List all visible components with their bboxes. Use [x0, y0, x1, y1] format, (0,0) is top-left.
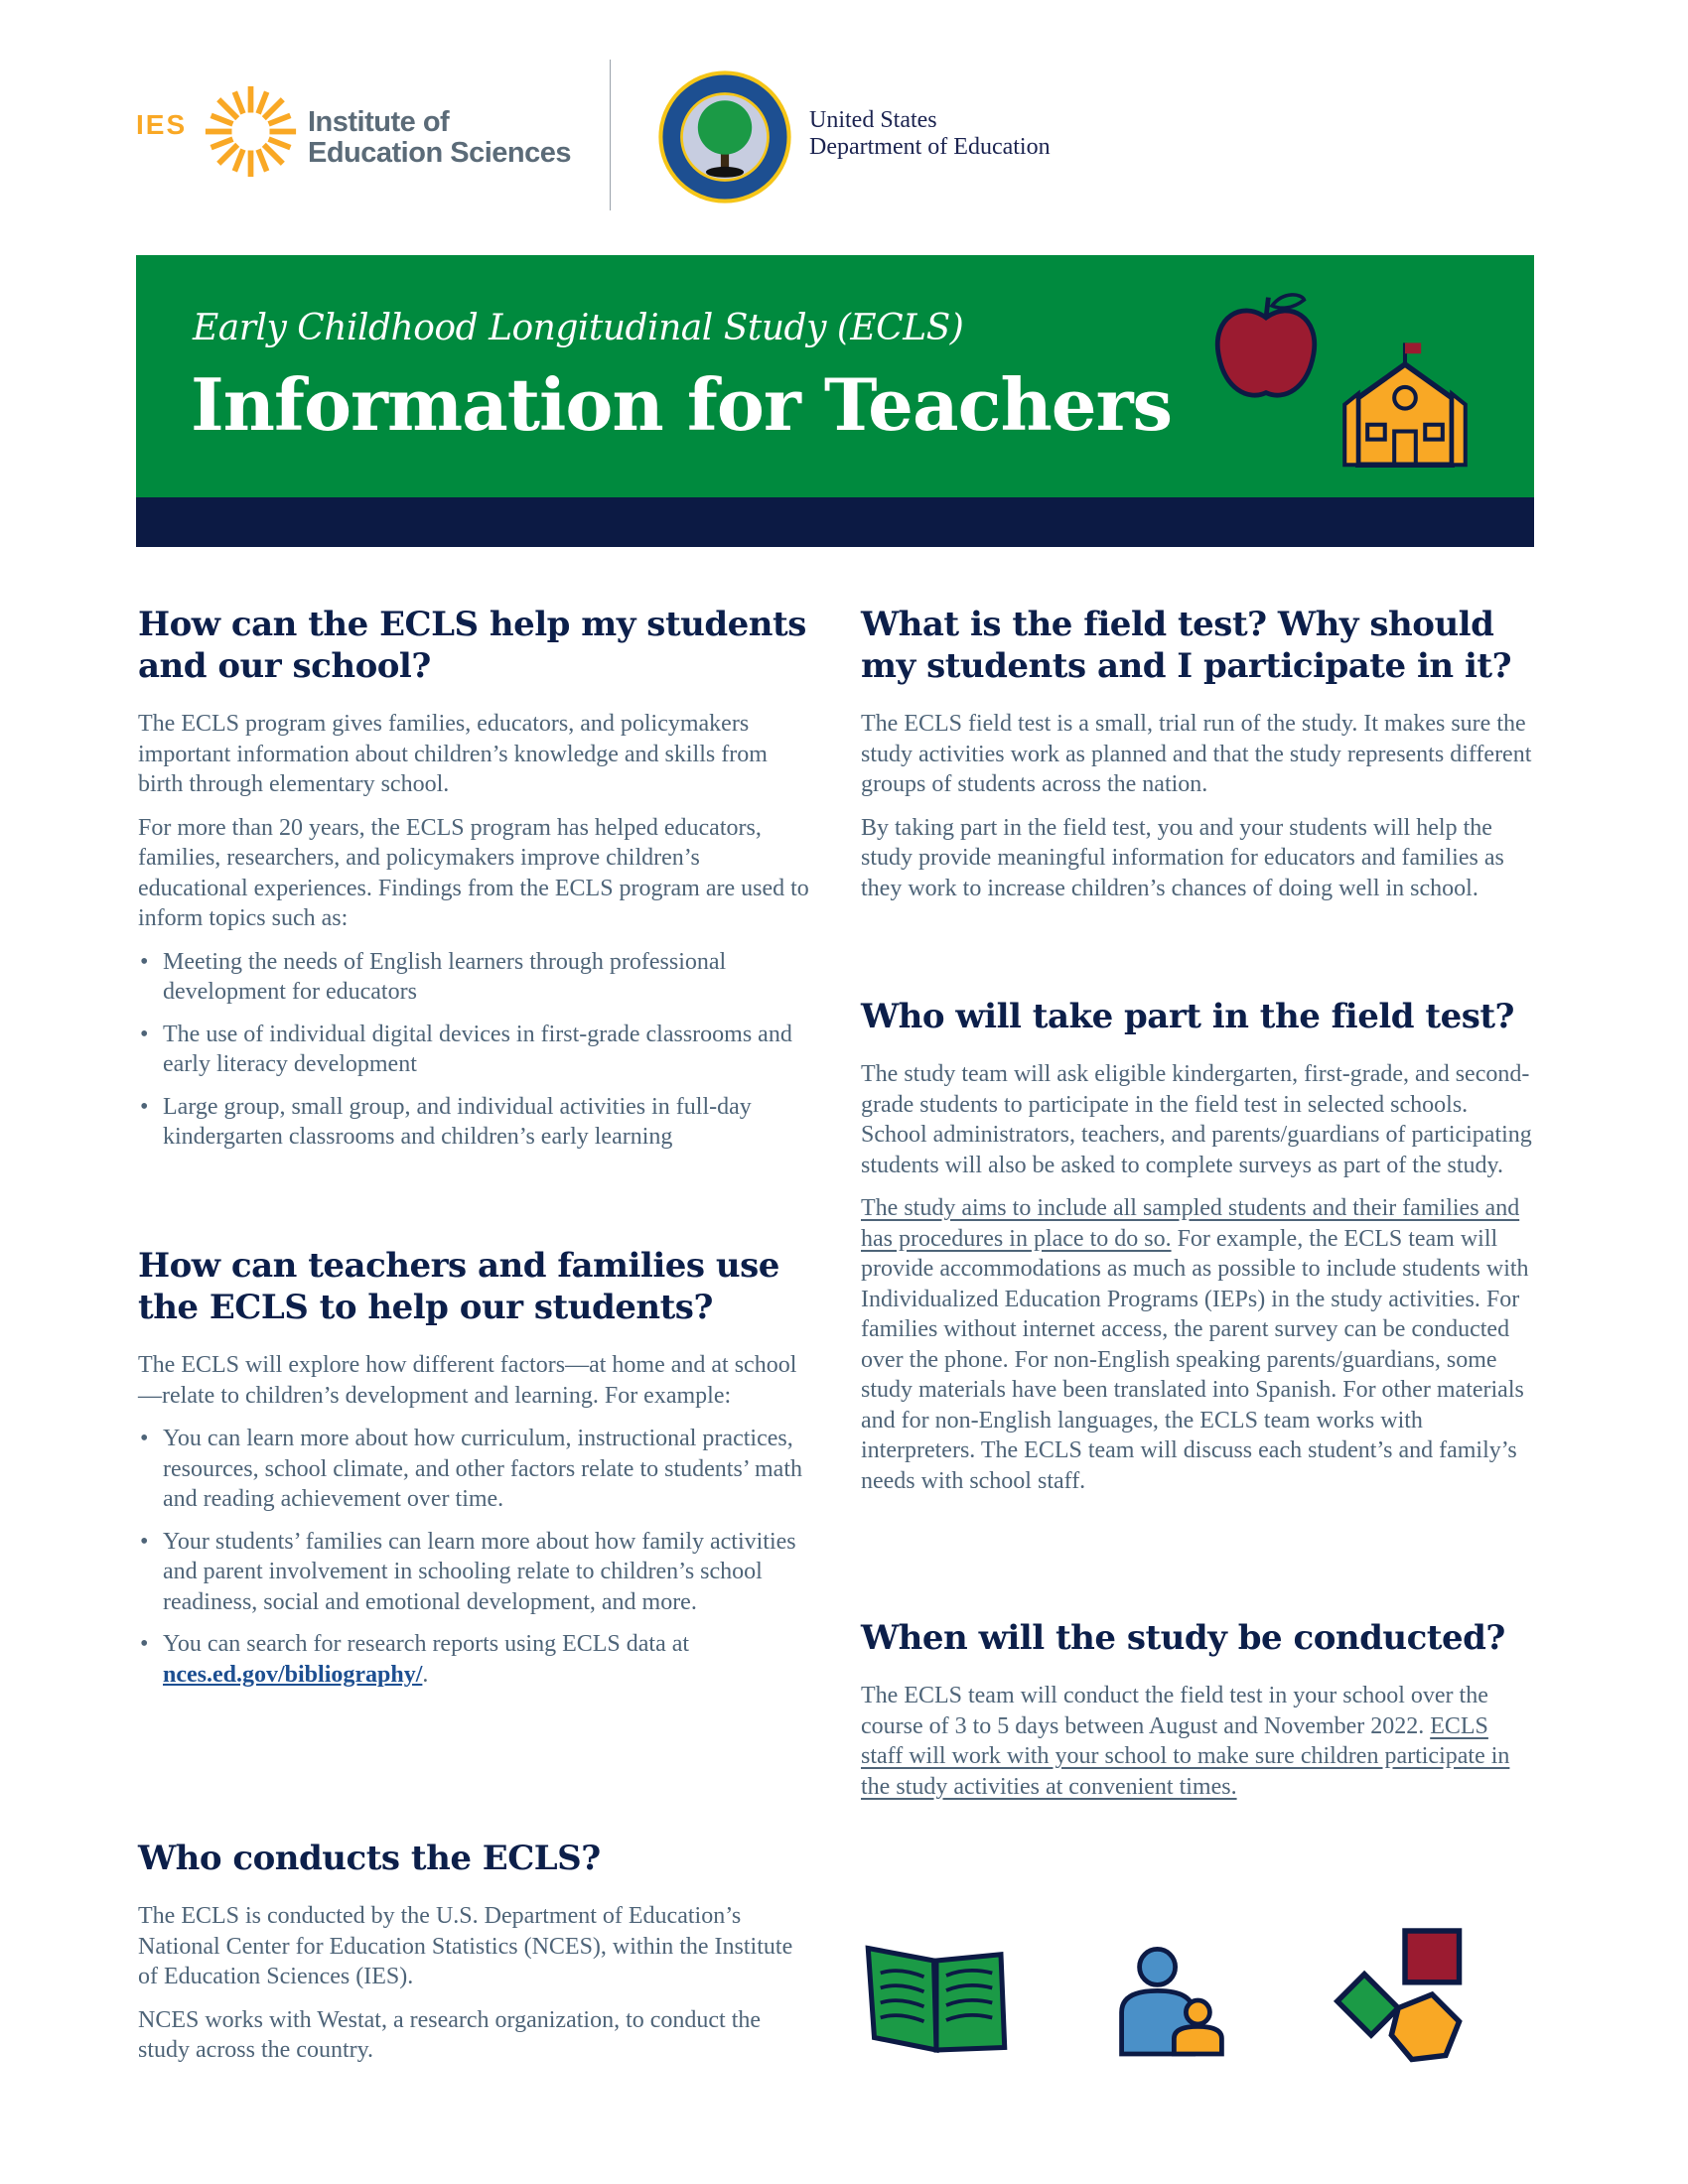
- section-teachers-families: [138, 1245, 813, 1703]
- section-who-takes-part: [861, 996, 1536, 1509]
- header-divider: [610, 60, 611, 210]
- ies-sun-icon: [204, 84, 298, 179]
- section-heading: Who conducts the ECLS?: [138, 1839, 601, 1878]
- schoolhouse-icon: [1336, 338, 1475, 472]
- section-heading: What is the field test? Why should my students and I participate in it?: [861, 605, 1511, 686]
- department-name: United States Department of Education: [809, 107, 1051, 160]
- bullet-list: [138, 947, 813, 1153]
- banner-subtitle: Early Childhood Longitudinal Study (ECLS): [193, 308, 964, 348]
- list-item: • You can learn more about how curriculum, instructional practices, resources, school climate, and other factors relate to students’ math and reading achievement over time.: [138, 1424, 813, 1515]
- bibliography-link[interactable]: nces.ed.gov/bibliography/: [163, 1661, 423, 1688]
- parent-child-icon: [1112, 1941, 1231, 2060]
- section-when: [861, 1617, 1536, 1815]
- section-who-conducts: [138, 1838, 813, 2079]
- paragraph: The ECLS is conducted by the U.S. Department of Education’s National Center for Education Statistics (NCES), within the Institute of Education Sciences (IES).: [138, 1903, 793, 1989]
- section-heading: When will the study be conducted?: [861, 1618, 1505, 1658]
- paragraph: The ECLS will explore how different factors—at home and at school—relate to children’s development and learning. For example:: [138, 1352, 797, 1409]
- paragraph: The ECLS program gives families, educators, and policymakers important information about children’s knowledge and skills from birth through elementary school.: [138, 711, 768, 797]
- list-item: • Your students’ families can learn more about how family activities and parent involvement in schooling relate to children’s school readiness, social and emotional development, and more.: [138, 1527, 813, 1618]
- section-heading: How can the ECLS help my students and our school?: [138, 605, 806, 686]
- paragraph: For more than 20 years, the ECLS program has helped educators, families, researchers, and policymakers improve children’s educational experiences. Findings from the ECLS program are used to inform topics such as:: [138, 814, 809, 931]
- puzzle-pieces-icon: [1331, 1926, 1479, 2070]
- bullet-list: [138, 1424, 813, 1690]
- ies-name: Institute of Education Sciences: [308, 106, 571, 169]
- list-item: • Large group, small group, and individual activities in full-day kindergarten classrooms and children’s early learning: [138, 1092, 813, 1153]
- paragraph: The ECLS team will conduct the field test in your school over the course of 3 to 5 days between August and November 2022. ECLS staff will work with your school to make sure children participate in the study activities at convenient times.: [861, 1683, 1510, 1800]
- apple-icon: [1206, 288, 1326, 407]
- page-title: Information for Teachers: [191, 362, 1173, 447]
- list-item: • You can search for research reports using ECLS data at nces.ed.gov/bibliography/.: [138, 1629, 813, 1690]
- section-heading: How can teachers and families use the ECLS to help our students?: [138, 1246, 779, 1327]
- list-item: • Meeting the needs of English learners through professional development for educators: [138, 947, 813, 1008]
- paragraph: The ECLS field test is a small, trial run of the study. It makes sure the study activities work as planned and that the study represents different groups of students across the nation.: [861, 711, 1532, 797]
- ies-logo-abbr: IES: [136, 109, 188, 140]
- paragraph: By taking part in the field test, you and your students will help the study provide meaningful information for educators and families as they work to increase children’s chances of doing well in school.: [861, 814, 1504, 901]
- section-heading: Who will take part in the field test?: [861, 997, 1514, 1036]
- list-item: • The use of individual digital devices in first-grade classrooms and early literacy development: [138, 1020, 813, 1080]
- paragraph: The study team will ask eligible kindergarten, first-grade, and second-grade students to participate in the field test in selected schools. School administrators, teachers, and parents/guardians of participating students will also be asked to complete surveys as part of the study.: [861, 1061, 1532, 1178]
- open-book-icon: [862, 1936, 1011, 2060]
- banner-stripe: [136, 497, 1534, 547]
- department-seal-icon: [657, 69, 792, 205]
- section-ecls-help: [138, 604, 813, 1165]
- section-field-test: [861, 604, 1536, 916]
- paragraph: NCES works with Westat, a research organization, to conduct the study across the country.: [138, 2006, 762, 2063]
- paragraph: The study aims to include all sampled students and their families and has procedures in place to do so. For example, the ECLS team will provide accommodations as much as possible to include students with Individualized Education Programs (IEPs) in the study activities. For families without internet access, the parent survey can be conducted over the phone. For non-English speaking parents/guardians, some study materials have been translated into Spanish. For other materials and for non-English languages, the ECLS team works with interpreters. The ECLS team will discuss each student’s and family’s needs with school staff.: [861, 1195, 1529, 1494]
